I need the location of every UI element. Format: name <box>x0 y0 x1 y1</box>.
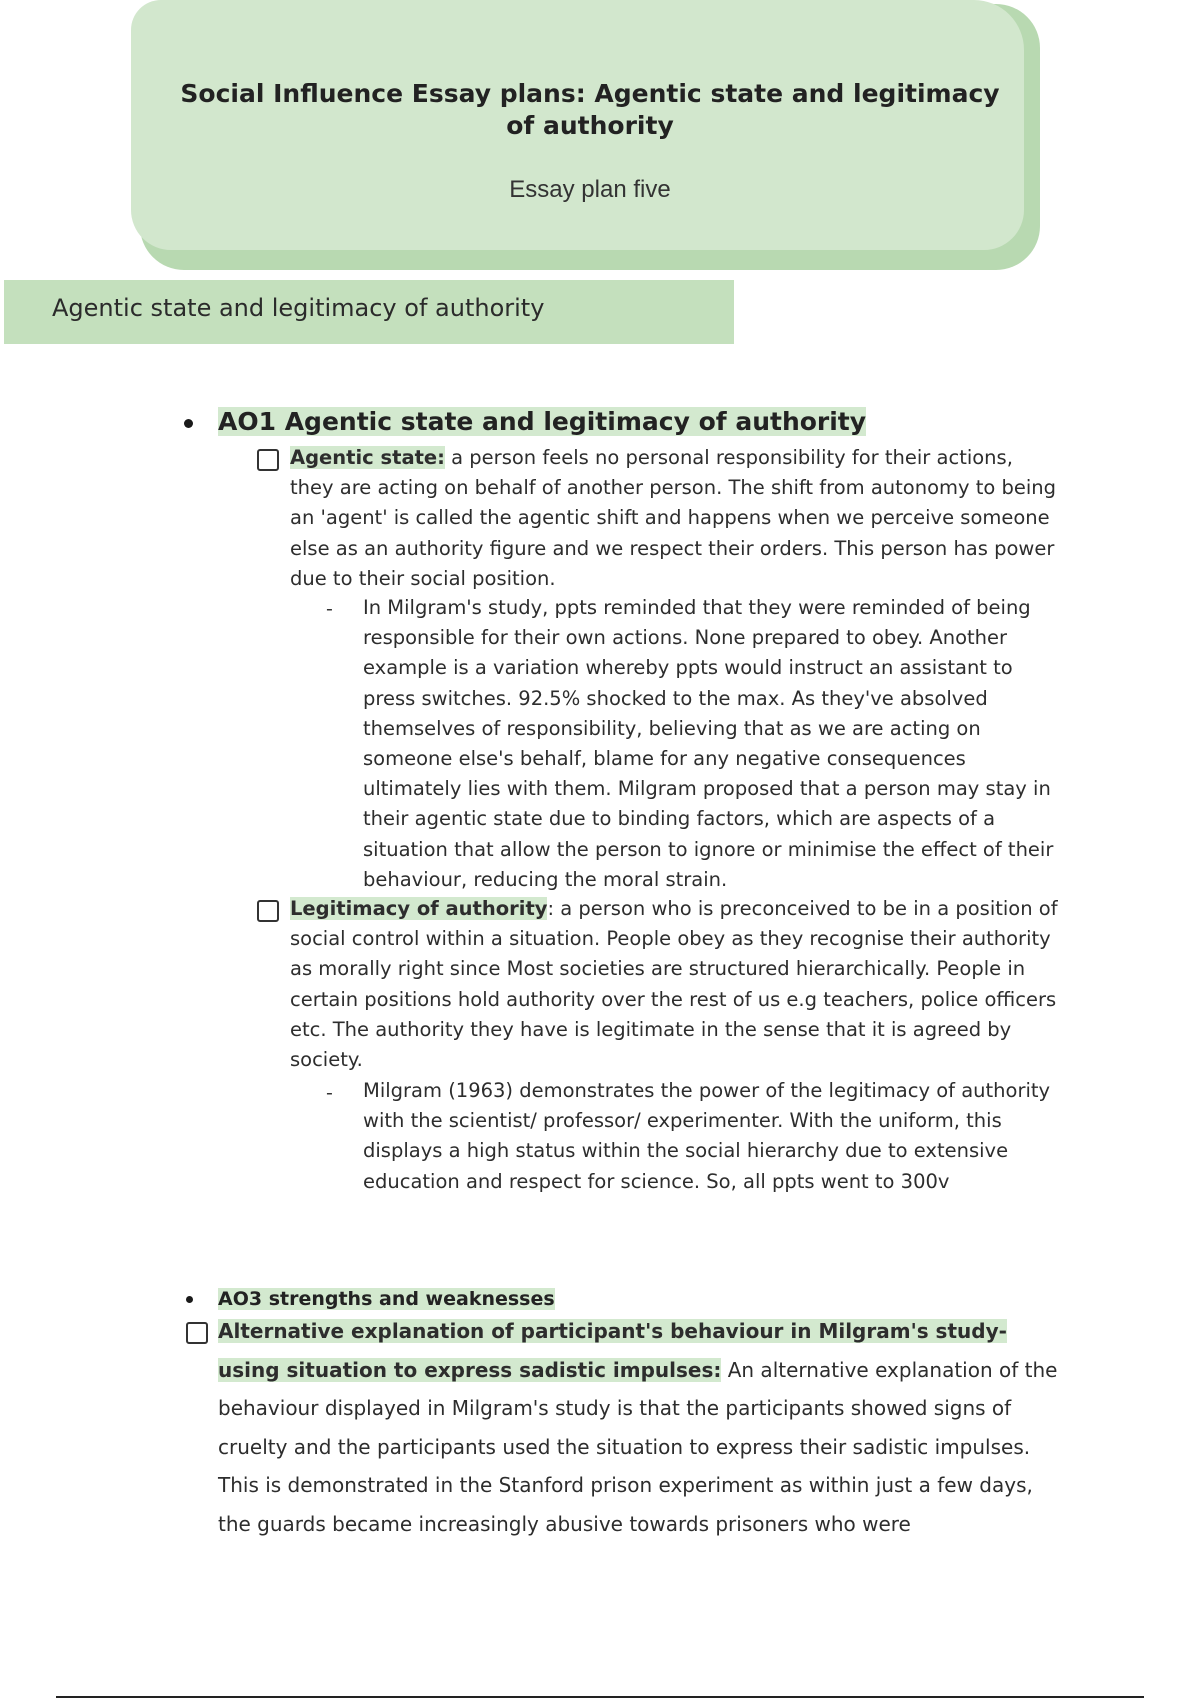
page-subtitle: Essay plan five <box>509 176 671 203</box>
agentic-state-term: Agentic state: <box>290 446 445 469</box>
ao1-heading-text: AO1 Agentic state and legitimacy of authority <box>218 407 867 436</box>
legitimacy-paragraph <box>290 894 1060 1075</box>
ao3-checkbox[interactable] <box>186 1322 208 1344</box>
agentic-state-text: a person feels no personal responsibility for their actions, they are acting on behalf of another person. The shift from autonomy to being an 'agent' is called the agentic shift and happens when we perceive someone else as an authority figure and we respect their orders. This person has power due to their social position. <box>290 446 1057 590</box>
ao3-paragraph <box>218 1312 1058 1543</box>
ao3-term: Alternative explanation of participant's behaviour in Milgram's study- using situation to express sadistic impulses: <box>218 1319 1007 1382</box>
ao1-heading <box>218 405 866 439</box>
dash-marker: - <box>326 1082 333 1104</box>
bullet-icon <box>186 1296 193 1303</box>
legitimacy-subpoint: Milgram (1963) demonstrates the power of the legitimacy of authority with the scientist/ professor/ experimenter. With the uniform, this displays a high status within the social hierarchy due to extensive education and respect for science. So, all ppts went to 300v <box>363 1079 1051 1193</box>
page-title: Social Influence Essay plans: Agentic state and legitimacy of authority <box>180 79 1000 140</box>
agentic-state-paragraph <box>290 443 1060 594</box>
ao3-heading-text: AO3 strengths and weaknesses <box>218 1288 555 1310</box>
dash-marker: - <box>326 598 333 620</box>
legitimacy-checkbox[interactable] <box>257 900 279 922</box>
footer-divider <box>56 1696 1144 1698</box>
section-bar-label: Agentic state and legitimacy of authority <box>52 294 545 322</box>
bullet-icon <box>184 419 193 428</box>
ao3-text: An alternative explanation of the behaviour displayed in Milgram's study is that the participants showed signs of cruelty and the participants used the situation to express their sadistic impulses. This is demonstrated in the Stanford prison experiment as within just a few days, the guards became increasingly abusive towards prisoners who were <box>218 1357 1058 1536</box>
agentic-state-subpoint: In Milgram's study, ppts reminded that they were reminded of being responsible for their own actions. None prepared to obey. Another example is a variation whereby ppts would instruct an assistant to press switches. 92.5% shocked to the max. As they've absolved themselves of responsibility, believing that as we are acting on someone else's behalf, blame for any negative consequences ultimately lies with them. Milgram proposed that a person may stay in their agentic state due to binding factors, which are aspects of a situation that allow the person to ignore or minimise the effect of their behaviour, reducing the moral strain. <box>363 596 1054 891</box>
legitimacy-text: : a person who is preconceived to be in a position of social control within a situation. People obey as they recognise their authority as morally right since Most societies are structured hierarchically. People in certain positions hold authority over the rest of us e.g teachers, police officers etc. The authority they have is legitimate in the sense that it is agreed by society. <box>290 897 1058 1072</box>
agentic-state-checkbox[interactable] <box>257 449 279 471</box>
legitimacy-term: Legitimacy of authority <box>290 897 548 920</box>
ao3-heading <box>218 1288 555 1310</box>
